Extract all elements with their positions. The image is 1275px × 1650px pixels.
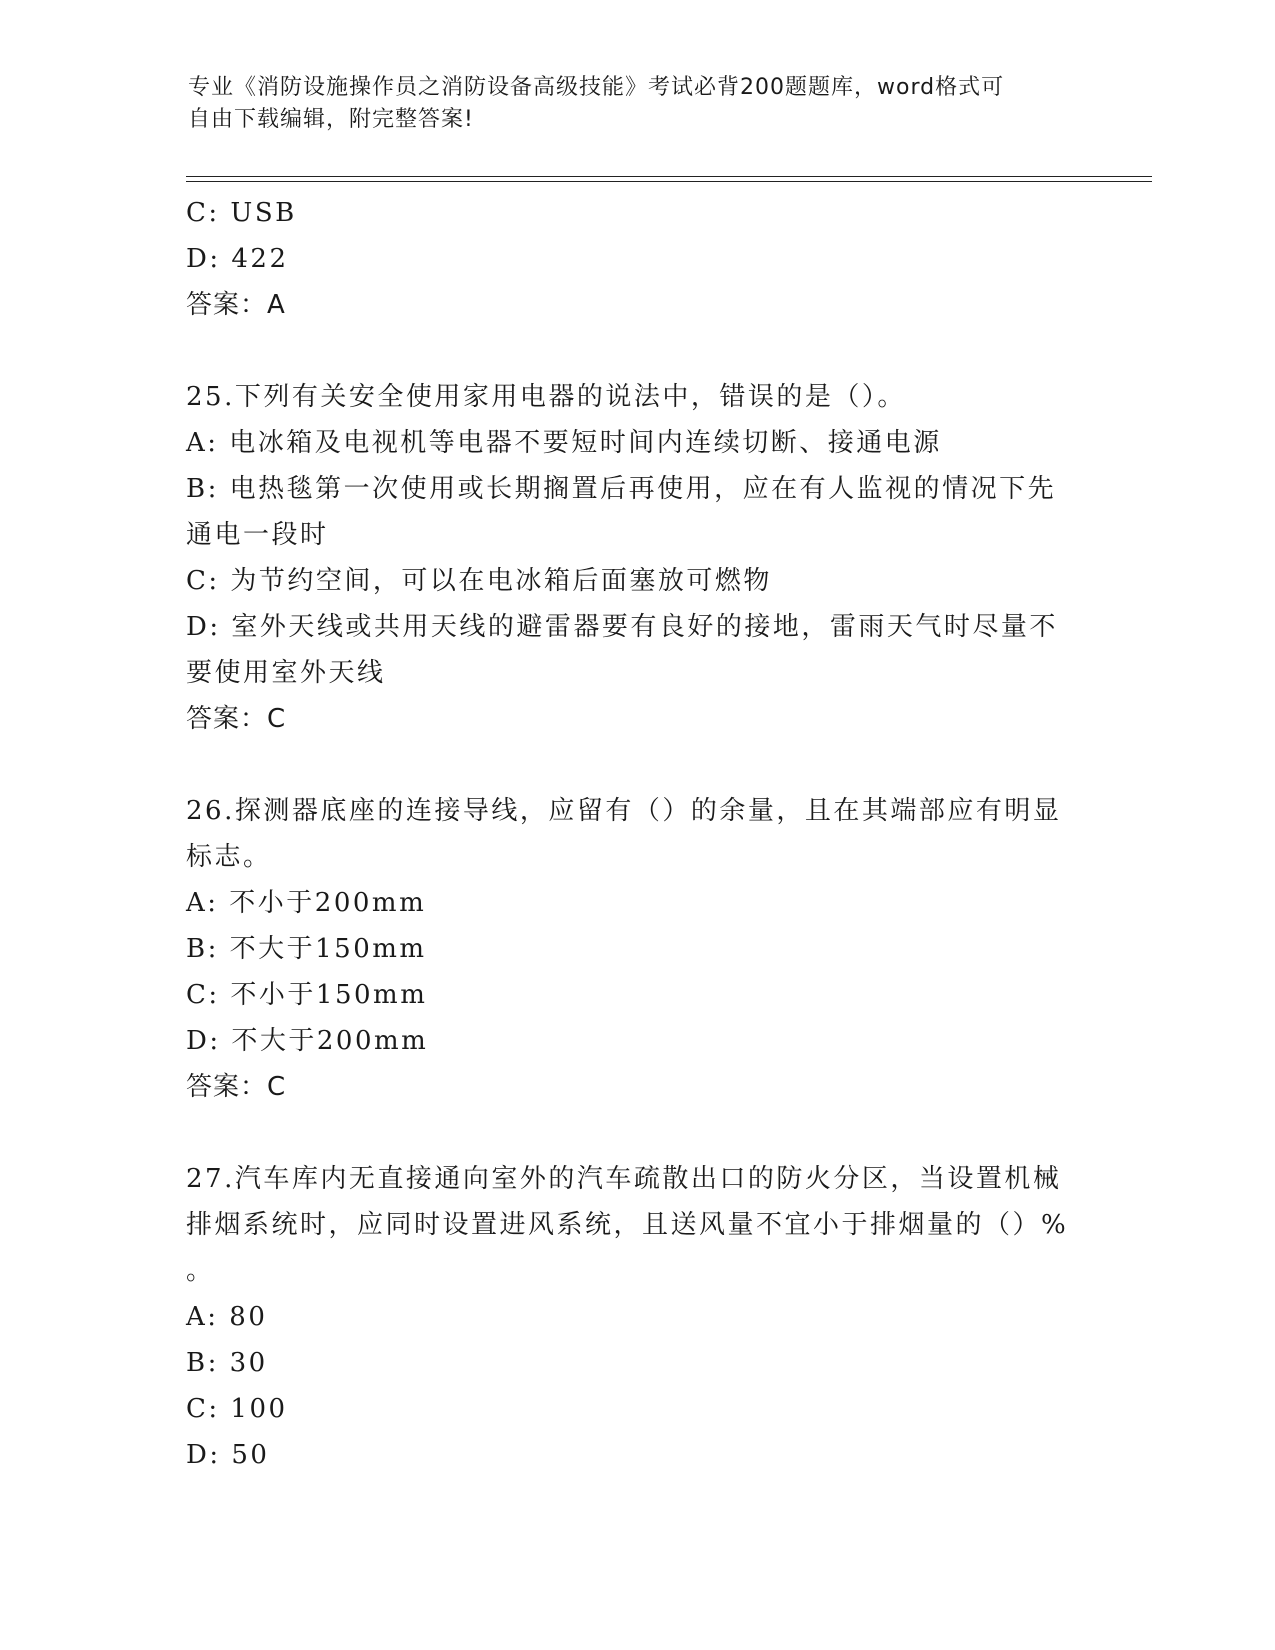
q27-option-b: B: 30 <box>186 1348 268 1378</box>
spacer <box>186 328 1086 374</box>
header-title-line-1: 专业《消防设施操作员之消防设备高级技能》考试必背200题题库，word格式可 <box>188 75 1005 100</box>
q26-answer: 答案：C <box>186 1072 287 1102</box>
q24-answer: 答案：A <box>186 290 286 320</box>
q27-option-a: A: 80 <box>186 1302 268 1332</box>
q24-option-c: C: USB <box>186 198 297 228</box>
q25-option-d-line-2: 要使用室外天线 <box>186 658 386 688</box>
q25-option-c: C: 为节约空间，可以在电冰箱后面塞放可燃物 <box>186 566 772 596</box>
question-26-block <box>186 788 1086 1110</box>
q25-option-b-line-2: 通电一段时 <box>186 520 329 550</box>
question-content <box>186 190 1086 1478</box>
document-header <box>188 72 1068 136</box>
q25-answer: 答案：C <box>186 704 287 734</box>
question-27-block <box>186 1156 1086 1478</box>
spacer <box>186 1110 1086 1156</box>
header-title-line-2: 自由下载编辑，附完整答案! <box>188 107 474 132</box>
question-25-block <box>186 374 1086 742</box>
q26-option-c: C: 不小于150mm <box>186 980 428 1010</box>
q26-question-line-2: 标志。 <box>186 842 272 872</box>
header-divider-bottom <box>186 181 1152 182</box>
q25-option-b-line-1: B: 电热毯第一次使用或长期搁置后再使用，应在有人监视的情况下先 <box>186 474 1057 504</box>
q27-question-line-2: 排烟系统时，应同时设置进风系统，且送风量不宜小于排烟量的（）% <box>186 1210 1069 1240</box>
q26-option-b: B: 不大于150mm <box>186 934 427 964</box>
q26-option-d: D: 不大于200mm <box>186 1026 429 1056</box>
q27-question-line-3: 。 <box>186 1256 215 1286</box>
question-24-block <box>186 190 1086 328</box>
header-divider-top <box>186 176 1152 177</box>
q27-question-line-1: 27.汽车库内无直接通向室外的汽车疏散出口的防火分区，当设置机械 <box>186 1164 1062 1194</box>
q25-question: 25.下列有关安全使用家用电器的说法中，错误的是（）。 <box>186 382 906 412</box>
q27-option-c: C: 100 <box>186 1394 288 1424</box>
spacer <box>186 742 1086 788</box>
q26-option-a: A: 不小于200mm <box>186 888 427 918</box>
q25-option-d-line-1: D: 室外天线或共用天线的避雷器要有良好的接地，雷雨天气时尽量不 <box>186 612 1058 642</box>
q27-option-d: D: 50 <box>186 1440 270 1470</box>
q24-option-d: D: 422 <box>186 244 289 274</box>
q26-question-line-1: 26.探测器底座的连接导线，应留有（）的余量，且在其端部应有明显 <box>186 796 1062 826</box>
q25-option-a: A: 电冰箱及电视机等电器不要短时间内连续切断、接通电源 <box>186 428 942 458</box>
